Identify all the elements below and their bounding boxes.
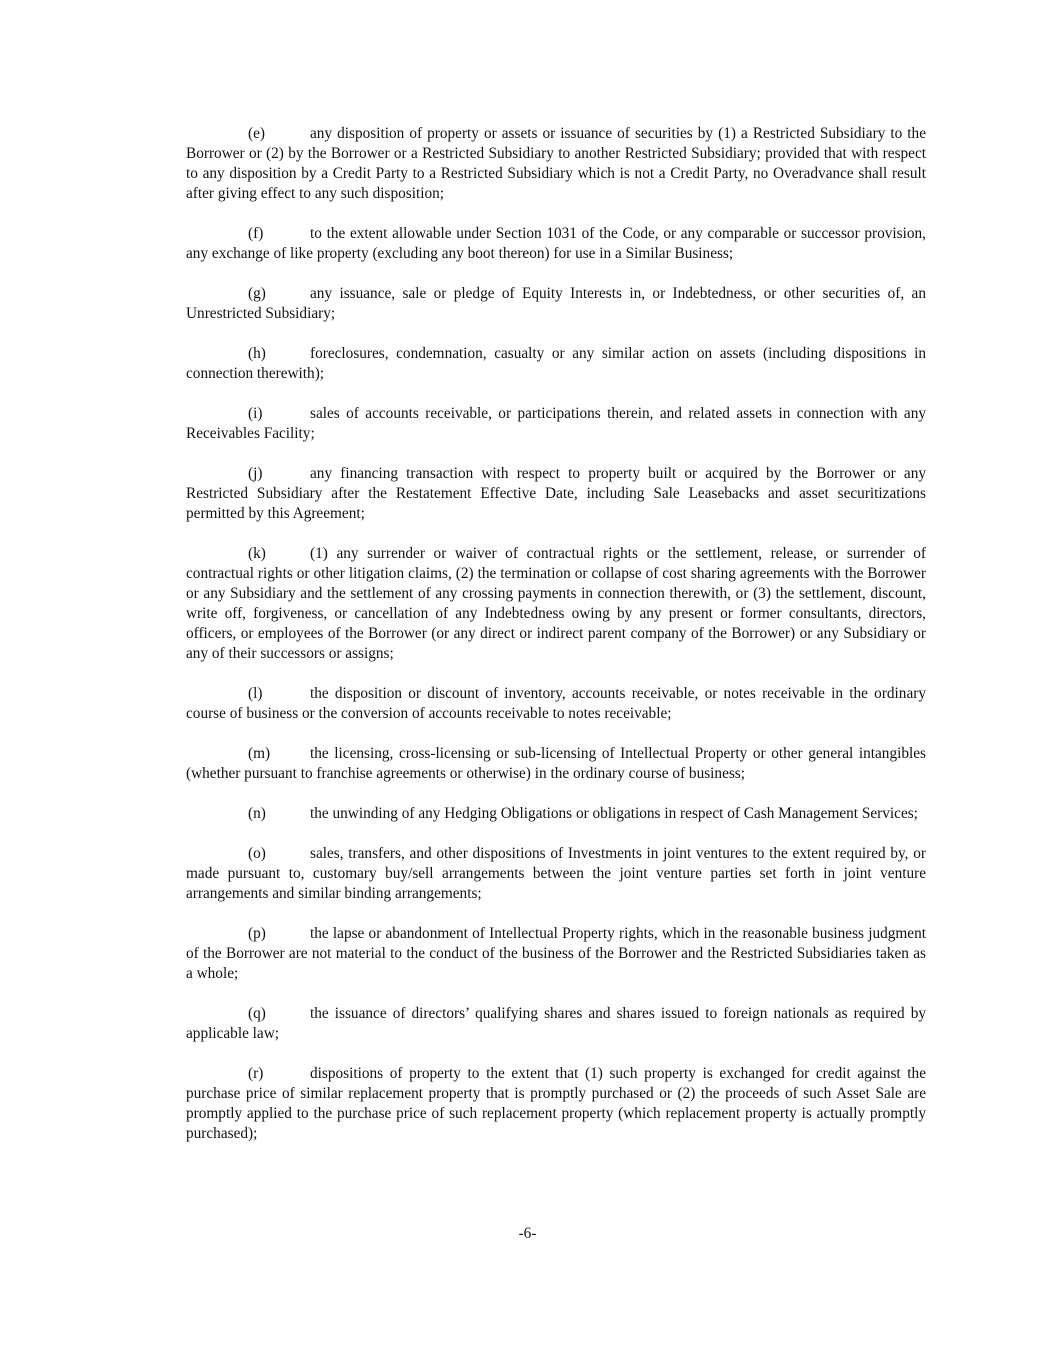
clause-label: (i): [248, 405, 263, 422]
clause-label: (j): [248, 465, 263, 482]
clause-text: the lapse or abandonment of Intellectual Property rights, which in the reasonable business judgment of the Borrower are not material to the conduct of the business of the Borrower and the Restricted Subsidiaries taken as a whole;: [186, 925, 926, 982]
clause-text: sales of accounts receivable, or participations therein, and related assets in connection with any Receivables Facility;: [186, 405, 926, 442]
clause-text: the licensing, cross-licensing or sub-licensing of Intellectual Property or other general intangibles (whether pursuant to franchise agreements or otherwise) in the ordinary course of business;: [186, 745, 926, 782]
clause-g: [186, 284, 926, 324]
clause-text: the disposition or discount of inventory, accounts receivable, or notes receivable in the ordinary course of business or the conversion of accounts receivable to notes receivable;: [186, 685, 926, 722]
clause-text: (1) any surrender or waiver of contractual rights or the settlement, release, or surrender of contractual rights or other litigation claims, (2) the termination or collapse of cost sharing agreements with the Borrower or any Subsidiary and the settlement of any crossing payments in connection therewith, or (3) the settlement, discount, write off, forgiveness, or cancellation of any Indebtedness owing by any present or former consultants, directors, officers, or employees of the Borrower (or any direct or indirect parent company of the Borrower) or any Subsidiary or any of their successors or assigns;: [186, 545, 926, 662]
clause-i: [186, 404, 926, 444]
clause-label: (r): [248, 1065, 264, 1082]
clause-label: (o): [248, 845, 266, 862]
clause-label: (e): [248, 125, 265, 142]
clause-label: (f): [248, 225, 264, 242]
clause-text: dispositions of property to the extent that (1) such property is exchanged for credit against the purchase price of similar replacement property that is promptly purchased or (2) the proceeds of such Asset Sale are promptly applied to the purchase price of such replacement property (which replacement property is actually promptly purchased);: [186, 1065, 926, 1142]
clause-text: foreclosures, condemnation, casualty or any similar action on assets (including dispositions in connection therewith);: [186, 345, 926, 382]
clause-l: [186, 684, 926, 724]
clause-r: [186, 1064, 926, 1144]
document-page: [186, 124, 926, 1164]
clause-j: [186, 464, 926, 524]
clause-label: (n): [248, 805, 266, 822]
clause-text: the issuance of directors’ qualifying shares and shares issued to foreign nationals as required by applicable law;: [186, 1005, 926, 1042]
clause-h: [186, 344, 926, 384]
clause-label: (p): [248, 925, 266, 942]
clause-text: the unwinding of any Hedging Obligations or obligations in respect of Cash Management Services;: [310, 805, 918, 822]
clause-label: (m): [248, 745, 271, 762]
clause-label: (h): [248, 345, 266, 362]
clause-q: [186, 1004, 926, 1044]
clause-f: [186, 224, 926, 264]
clause-text: to the extent allowable under Section 1031 of the Code, or any comparable or successor provision, any exchange of like property (excluding any boot thereon) for use in a Similar Business;: [186, 225, 926, 262]
clause-p: [186, 924, 926, 984]
clause-label: (g): [248, 285, 266, 302]
clause-o: [186, 844, 926, 904]
clause-text: sales, transfers, and other dispositions of Investments in joint ventures to the extent required by, or made pursuant to, customary buy/sell arrangements between the joint venture parties set forth in joint venture arrangements and similar binding arrangements;: [186, 845, 926, 902]
clause-label: (l): [248, 685, 263, 702]
clause-text: any financing transaction with respect to property built or acquired by the Borrower or any Restricted Subsidiary after the Restatement Effective Date, including Sale Leasebacks and asset securitizations permitted by this Agreement;: [186, 465, 926, 522]
clause-k: [186, 544, 926, 664]
clause-e: [186, 124, 926, 204]
clause-n: [186, 804, 926, 824]
clause-label: (k): [248, 545, 266, 562]
clause-m: [186, 744, 926, 784]
clause-label: (q): [248, 1005, 266, 1022]
clause-text: any issuance, sale or pledge of Equity Interests in, or Indebtedness, or other securities of, an Unrestricted Subsidiary;: [186, 285, 926, 322]
page-number: -6-: [518, 1225, 537, 1242]
clause-text: any disposition of property or assets or issuance of securities by (1) a Restricted Subsidiary to the Borrower or (2) by the Borrower or a Restricted Subsidiary to another Restricted Subsidiary; provided that with respect to any disposition by a Credit Party to a Restricted Subsidiary which is not a Credit Party, no Overadvance shall result after giving effect to any such disposition;: [186, 125, 926, 202]
